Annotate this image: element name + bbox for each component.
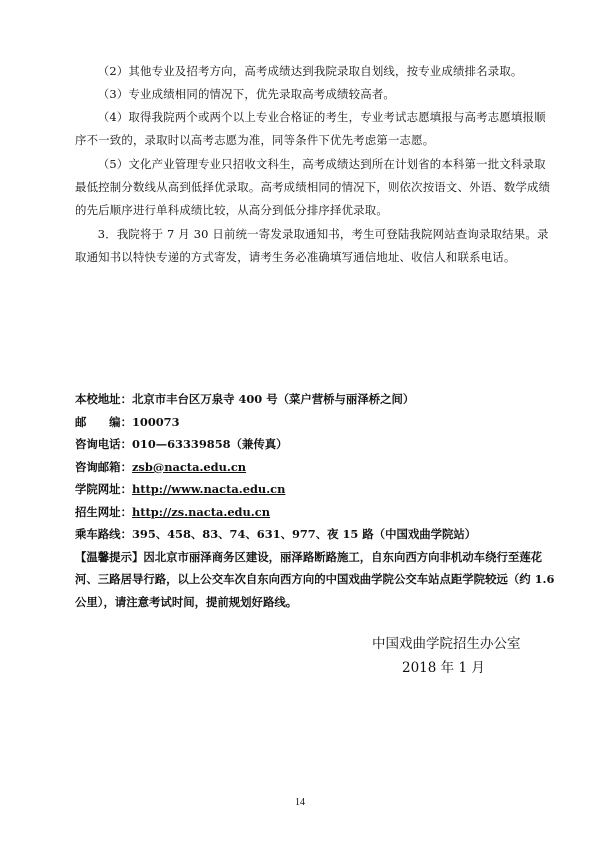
address-label: 本校地址： bbox=[75, 392, 132, 406]
paragraph-rule-4: （4）取得我院两个或两个以上专业合格证的考生，专业考试志愿填报与高考志愿填报顺序不一致的，录取时以高考志愿为准，同等条件下优先考虑第一志愿。 bbox=[75, 110, 546, 147]
address-row bbox=[75, 388, 555, 411]
admission-site-row bbox=[75, 501, 555, 524]
warm-notice: 【温馨提示】因北京市丽泽商务区建设，丽泽路断路施工，自东向西方向非机动车绕行至莲花河、三路居导行路，以上公交车次自东向西方向的中国戏曲学院公交车站点距学院较远（约 1.6 公里），请注意考试时间，提前规划好路线。 bbox=[75, 549, 555, 609]
signature-block bbox=[372, 632, 532, 680]
bus-route-label: 乘车路线： bbox=[75, 527, 132, 541]
paragraph-rule-3: （3）专业成绩相同的情况下，优先录取高考成绩较高者。 bbox=[97, 87, 396, 101]
paragraph-rule-5: （5）文化产业管理专业只招收文科生，高考成绩达到所在计划省的本科第一批文科录取最低控制分数线从高到低择优录取。高考成绩相同的情况下，则依次按语文、外语、数学成绩的先后顺序进行单科成绩比较，从高分到低分排序择优录取。 bbox=[75, 157, 551, 217]
email-row bbox=[75, 456, 555, 479]
website-row bbox=[75, 478, 555, 501]
postcode-value: 100073 bbox=[131, 414, 180, 429]
paragraph-rule-2: （2）其他专业及招考方向，高考成绩达到我院录取自划线，按专业成绩排名录取。 bbox=[97, 64, 523, 78]
phone-value: 010—63339858（兼传真） bbox=[131, 437, 288, 451]
page-number: 14 bbox=[295, 797, 305, 808]
address-value: 北京市丰台区万泉寺 400 号（菜户营桥与丽泽桥之间） bbox=[131, 392, 415, 406]
phone-label: 咨询电话： bbox=[75, 437, 132, 451]
bus-route-value: 395、458、83、74、631、977、夜 15 路（中国戏曲学院站） bbox=[131, 527, 477, 541]
postcode-label: 邮 编： bbox=[75, 414, 132, 429]
website-label: 学院网址： bbox=[75, 482, 132, 496]
phone-row bbox=[75, 433, 555, 456]
admission-site-label: 招生网址： bbox=[75, 504, 132, 519]
website-link[interactable]: http://www.nacta.edu.cn bbox=[131, 482, 286, 496]
paragraph-notification-mailing: 3．我院将于 7 月 30 日前统一寄发录取通知书，考生可登陆我院网站查询录取结果。录取通知书以特快专递的方式寄发，请考生务必准确填写通信地址、收信人和联系电话。 bbox=[75, 227, 549, 264]
office-name: 中国戏曲学院招生办公室 bbox=[372, 636, 521, 652]
admission-site-link[interactable]: http://zs.nacta.edu.cn bbox=[131, 504, 270, 519]
contact-info-block bbox=[75, 388, 555, 624]
bus-route-row bbox=[75, 523, 555, 546]
email-label: 咨询邮箱： bbox=[75, 459, 132, 474]
postcode-row bbox=[75, 411, 555, 434]
signature-date: 2018 年 1 月 bbox=[402, 660, 485, 676]
email-link[interactable]: zsb@nacta.edu.cn bbox=[131, 459, 247, 474]
